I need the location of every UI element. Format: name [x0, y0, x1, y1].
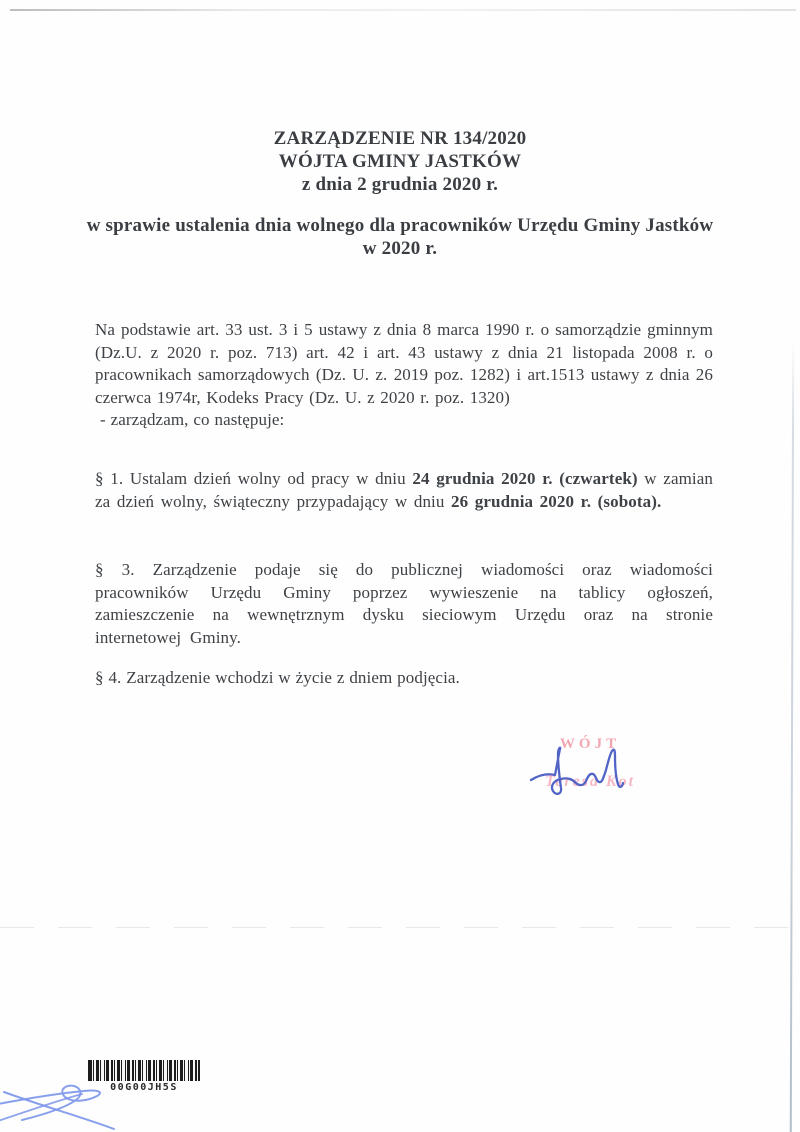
document-title	[0, 127, 800, 196]
section-1-date-1: 24 grudnia 2020 r. (czwartek)	[412, 469, 638, 488]
scan-artifact-top-line	[10, 9, 796, 11]
signature-area	[515, 733, 665, 808]
legal-basis-text: Na podstawie art. 33 ust. 3 i 5 ustawy z dnia 8 marca 1990 r. o samorządzie gminnym (Dz.U. z 2020 r. poz. 713) art. 42 i art. 43 ustawy z dnia 21 listopada 2008 r. o pracownikach samorządowych (Dz. U. z. 2019 poz. 1282) i art.1513 ustawy z dnia 26 czerwca 1974r, Kodeks Pracy (Dz. U. z 2020 r. poz. 1320)	[95, 320, 713, 407]
section-1-paragraph	[95, 468, 713, 513]
ordering-clause: - zarządzam, co następuje:	[100, 410, 285, 430]
signature-ink	[515, 733, 665, 808]
section-1-date-2: 26 grudnia 2020 r. (sobota).	[451, 491, 662, 511]
barcode-label: 00G00JH5S	[110, 1082, 178, 1093]
stamp-title: WÓJT	[559, 736, 621, 752]
section-1-text-2: w zamian za dzień wolny, świąteczny przypadający w dniu	[95, 469, 713, 511]
legal-basis-paragraph	[95, 319, 713, 432]
stamp-name: Teresa Kot	[544, 773, 636, 790]
title-line-issuer: WÓJTA GMINY JASTKÓW	[278, 151, 522, 172]
section-1-text: § 1. Ustalam dzień wolny od pracy w dniu	[95, 469, 413, 488]
section-3-paragraph: § 3. Zarządzenie podaje się do publicznej wiadomości oraz wiadomości pracowników Urzędu Gminy poprzez wywieszenie na tablicy ogłoszeń, zamieszczenie na wewnętrznym dysku sieciowym Urzędu oraz na stronie internetowej Gminy.	[95, 560, 713, 647]
title-line-number: ZARZĄDZENIE NR 134/2020	[273, 128, 527, 149]
subject-line-1: w sprawie ustalenia dnia wolnego dla pracowników Urzędu Gminy Jastków	[86, 215, 714, 236]
barcode-bars	[88, 1060, 200, 1081]
title-line-date: z dnia 2 grudnia 2020 r.	[301, 174, 499, 195]
scan-artifact-mid-line	[0, 927, 790, 928]
document-subject	[0, 214, 800, 260]
section-4-paragraph: § 4. Zarządzenie wchodzi w życie z dniem podjęcia.	[95, 668, 460, 687]
subject-line-2: w 2020 r.	[362, 238, 438, 259]
paraph-scribble-ink	[0, 1083, 140, 1132]
scan-artifact-right-line	[790, 338, 794, 1132]
